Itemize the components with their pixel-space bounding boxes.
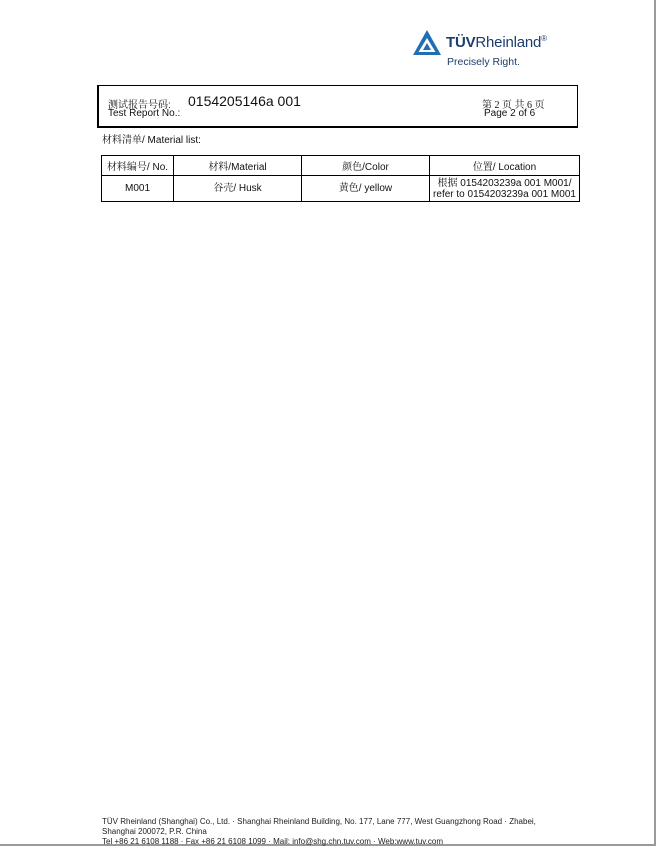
cell-material: 谷壳/ Husk: [174, 176, 302, 202]
report-number-label-en: Test Report No.:: [108, 108, 181, 119]
material-table-header-row: [102, 156, 580, 176]
report-header-box: [97, 85, 578, 128]
location-line-1: 根据 0154203239a 001 M001/: [437, 177, 572, 189]
page-footer: [102, 817, 536, 847]
header-location: 位置/ Location: [430, 156, 580, 176]
header-no: 材料编号/ No.: [102, 156, 174, 176]
footer-line-2: Shanghai 200072, P.R. China: [102, 827, 207, 836]
location-line-2: refer to 0154203239a 001 M001: [433, 188, 576, 200]
footer-line-3: Tel +86 21 6108 1188 · Fax +86 21 6108 1099 · Mail: info@shg.chn.tuv.com · Web:www.tuv.com: [102, 837, 444, 846]
report-number: 0154205146a 001: [188, 93, 301, 109]
header-color: 颜色/Color: [302, 156, 430, 176]
logo-slogan: Precisely Right.: [447, 56, 520, 68]
report-number-label-cn: 测试报告号码:: [108, 100, 171, 111]
page-indicator-cn: 第 2 页 共 6 页: [482, 100, 545, 111]
cell-color: 黄色/ yellow: [302, 176, 430, 202]
tuv-triangle-icon: [412, 29, 442, 57]
cell-no: M001: [102, 176, 174, 202]
header-material: 材料/Material: [174, 156, 302, 176]
tuv-logo: [412, 29, 572, 69]
cell-location: [430, 176, 580, 202]
footer-line-1: TÜV Rheinland (Shanghai) Co., Ltd. · Shanghai Rheinland Building, No. 177, Lane 777, West Guangzhong Road · Zhabei,: [102, 817, 536, 826]
material-table: [101, 155, 580, 202]
material-list-title: 材料清单/ Material list:: [102, 135, 201, 146]
table-row: [102, 176, 580, 202]
logo-name: TÜVRheinland®: [446, 34, 547, 51]
page-indicator-en: Page 2 of 6: [484, 108, 536, 119]
